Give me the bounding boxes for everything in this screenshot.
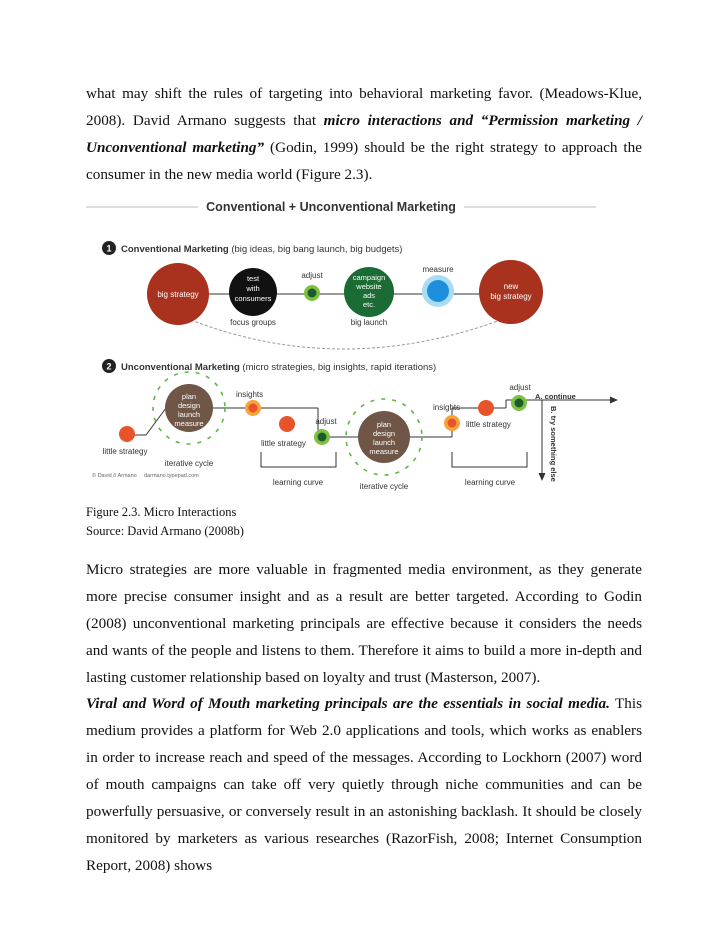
big-launch-label: big launch	[350, 318, 388, 327]
cycle2-measure: measure	[369, 447, 399, 456]
test-label-3: consumers	[234, 294, 272, 303]
insights-node-2-core	[448, 419, 457, 428]
section-1-subtitle: (big ideas, big bang launch, big budgets)	[228, 244, 403, 255]
paragraph-intro-tail: (Godin, 1999) should be the right strategy to approach the consumer in the new media world (Figure 2.3).	[86, 139, 642, 183]
new-label: new	[503, 282, 519, 291]
insights-label-1: insights	[236, 390, 264, 399]
adjust-node-3-core	[515, 399, 524, 408]
focus-groups-label: focus groups	[230, 318, 276, 327]
little-strategy-node-2	[279, 416, 295, 432]
little-strategy-node	[119, 426, 135, 442]
test-label-1: test	[246, 274, 260, 283]
campaign-label-2: website	[356, 282, 382, 291]
viral-heading: Viral and Word of Mouth marketing principals are the essentials in social media.	[86, 695, 610, 712]
adjust-label-2: adjust	[315, 417, 337, 426]
campaign-label-4: etc.	[362, 300, 376, 309]
paragraph-intro	[86, 80, 642, 188]
marketing-diagram	[86, 192, 646, 498]
adjust-label-1: adjust	[301, 271, 323, 280]
section-2-title: Unconventional Marketing	[121, 362, 240, 373]
measure-node	[427, 280, 449, 302]
cycle1-design: design	[177, 401, 201, 410]
continue-arrow	[610, 397, 618, 404]
paragraph-intro-text: what may shift the rules of targeting into behavioral marketing favor. (Meadows-Klue, 2008). David Armano suggests that	[86, 85, 642, 129]
section-2-number: 2	[106, 361, 112, 372]
cycle2-launch: launch	[372, 438, 396, 447]
learning-curve-label-2: learning curve	[464, 478, 516, 487]
section-2-heading	[121, 362, 436, 373]
cycle1-measure: measure	[174, 419, 204, 428]
insights-label-2: insights	[433, 403, 461, 412]
figure-caption: Figure 2.3. Micro Interactions	[86, 505, 237, 519]
section-1-heading	[121, 244, 402, 255]
paragraph-viral	[86, 690, 642, 879]
learning-curve-bracket-2	[452, 452, 527, 467]
little-strategy-label: little strategy	[102, 447, 148, 456]
big-strategy-label: big strategy	[157, 290, 199, 299]
new-big-strategy-label: big strategy	[490, 292, 532, 301]
campaign-label-3: ads	[362, 291, 376, 300]
learning-curve-label-1: learning curve	[272, 478, 324, 487]
try-else-arrow	[539, 473, 546, 481]
measure-label: measure	[422, 265, 454, 274]
continue-label: A. continue	[535, 392, 576, 401]
cycle1-plan: plan	[181, 392, 197, 401]
diagram-title: Conventional + Unconventional Marketing	[206, 200, 456, 214]
cycle1-launch: launch	[177, 410, 201, 419]
cycle2-plan: plan	[376, 420, 392, 429]
section-1-title: Conventional Marketing	[121, 244, 229, 255]
iterative-cycle-label-2: iterative cycle	[359, 482, 409, 491]
little-strategy-label-3: little strategy	[466, 420, 511, 429]
iterative-cycle-label-1: iterative cycle	[164, 459, 214, 468]
section-1-number: 1	[106, 243, 112, 254]
section-2-subtitle: (micro strategies, big insights, rapid iterations)	[239, 362, 437, 373]
adjust-label-3: adjust	[509, 383, 531, 392]
viral-text: This medium provides a platform for Web 2.0 applications and tools, which works as enablers in order to increase reach and speed of the messages. According to Lockhorn (2007) word of mouth campaigns can take off very quietly through niche communities and can be powerfully persuasive, or conversely result in an astonishing backlash. It should be closely monitored by marketers as various researches (RazorFish, 2008; Internet Consumption Report, 2008) shows	[86, 695, 642, 874]
figure-source: Source: David Armano (2008b)	[86, 524, 244, 538]
cycle2-design: design	[372, 429, 396, 438]
paragraph-micro-strategies: Micro strategies are more valuable in fragmented media environment, as they generate more precise consumer insight and as a result are better targeted. According to Godin (2008) unconventional marketing principals are effective because it considers the needs and wants of the people and listens to them. Therefore it aims to build a more in-depth and lasting customer relationship based on loyalty and trust (Masterson, 2007).	[86, 561, 642, 686]
test-label-2: with	[246, 284, 260, 293]
little-strategy-label-2: little strategy	[261, 439, 306, 448]
emphasis-micro-interactions: micro interactions and “Permission marketing / Unconventional marketing”	[86, 112, 642, 156]
learning-curve-bracket-1	[261, 452, 336, 467]
adjust-node-2-core	[318, 433, 327, 442]
try-something-else-label: B. try something else	[549, 406, 558, 482]
adjust-node-inner	[308, 289, 317, 298]
insights-node-1-core	[249, 404, 258, 413]
site-label: darmano.typepad.com	[144, 473, 199, 479]
little-strategy-node-3	[478, 400, 494, 416]
campaign-label-1: campaign	[352, 273, 386, 282]
credit-label: © David // Armano	[92, 473, 137, 479]
